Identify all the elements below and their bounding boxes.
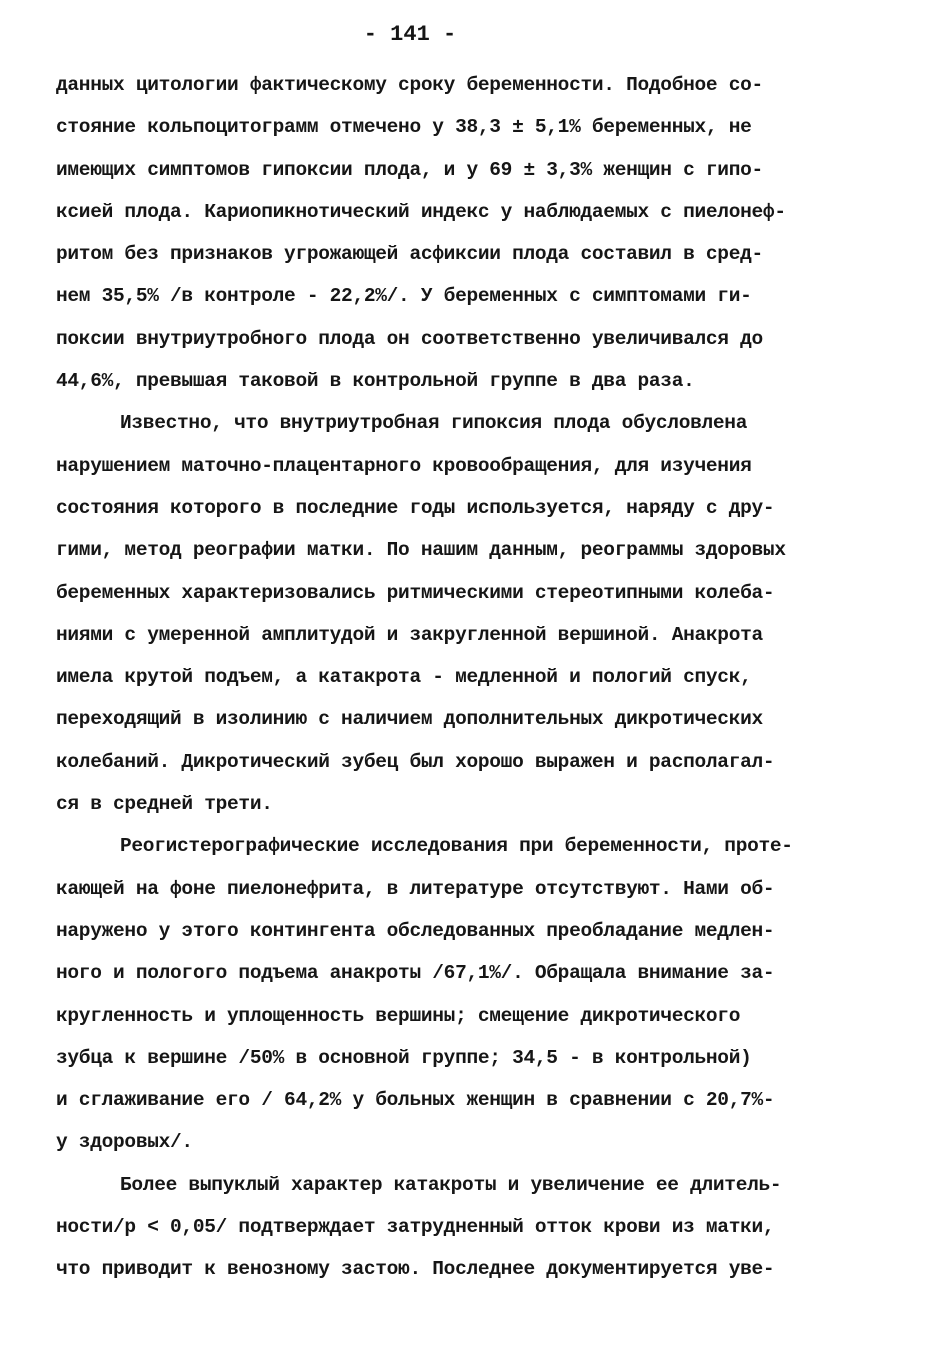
page-number: - 141 -: [363, 22, 457, 47]
text-line: Известно, что внутриутробная гипоксия плода обусловлена: [120, 412, 748, 435]
text-line: наружено у этого контингента обследованных преобладание медлен-: [56, 919, 775, 942]
body-text: [56, 64, 896, 1291]
text-line: стояние кольпоцитограмм отмечено у 38,3 ± 5,1% беременных, не: [56, 116, 752, 139]
text-line: кругленность и уплощенность вершины; смещение дикротического: [56, 1004, 741, 1027]
text-line: ся в средней трети.: [56, 793, 273, 816]
text-line: нем 35,5% /в контроле - 22,2%/. У беременных с симптомами ги-: [56, 285, 752, 308]
text-line: гими, метод реографии матки. По нашим данным, реограммы здоровых: [56, 539, 786, 562]
text-line: колебаний. Дикротический зубец был хорошо выражен и располагал-: [56, 750, 775, 773]
text-line: Реогистерографические исследования при беременности, проте-: [120, 835, 793, 858]
text-line: ниями с умеренной амплитудой и закругленной вершиной. Анакрота: [56, 623, 763, 646]
text-line: переходящий в изолинию с наличием дополнительных дикротических: [56, 708, 763, 731]
text-line: ритом без признаков угрожающей асфиксии плода составил в сред-: [56, 243, 763, 266]
text-line: 44,6%, превышая таковой в контрольной группе в два раза.: [56, 370, 695, 393]
text-line: ного и пологого подъема анакроты /67,1%/. Обращала внимание за-: [56, 962, 775, 985]
text-line: и сглаживание его / 64,2% у больных женщин в сравнении с 20,7%-: [56, 1089, 775, 1112]
text-line: имела крутой подъем, а катакрота - медленной и пологий спуск,: [56, 666, 752, 689]
text-line: кающей на фоне пиелонефрита, в литературе отсутствуют. Нами об-: [56, 877, 775, 900]
text-line: состояния которого в последние годы используется, наряду с дру-: [56, 496, 775, 519]
text-line: зубца к вершине /50% в основной группе; 34,5 - в контрольной): [56, 1046, 752, 1069]
text-line: поксии внутриутробного плода он соответственно увеличивался до: [56, 327, 763, 350]
text-line: Более выпуклый характер катакроты и увеличение ее длитель-: [120, 1173, 782, 1196]
text-line: нарушением маточно-плацентарного кровообращения, для изучения: [56, 454, 752, 477]
text-line: ности/р < 0,05/ подтверждает затрудненный отток крови из матки,: [56, 1216, 775, 1239]
text-line: данных цитологии фактическому сроку беременности. Подобное со-: [56, 74, 763, 96]
text-line: у здоровых/.: [56, 1131, 193, 1154]
text-line: имеющих симптомов гипоксии плода, и у 69 ± 3,3% женщин с гипо-: [56, 158, 763, 181]
text-line: ксией плода. Кариопикнотический индекс у наблюдаемых с пиелонеф-: [56, 200, 786, 223]
text-line: что приводит к венозному застою. Последнее документируется уве-: [56, 1258, 775, 1281]
text-line: беременных характеризовались ритмическими стереотипными колеба-: [56, 581, 775, 604]
